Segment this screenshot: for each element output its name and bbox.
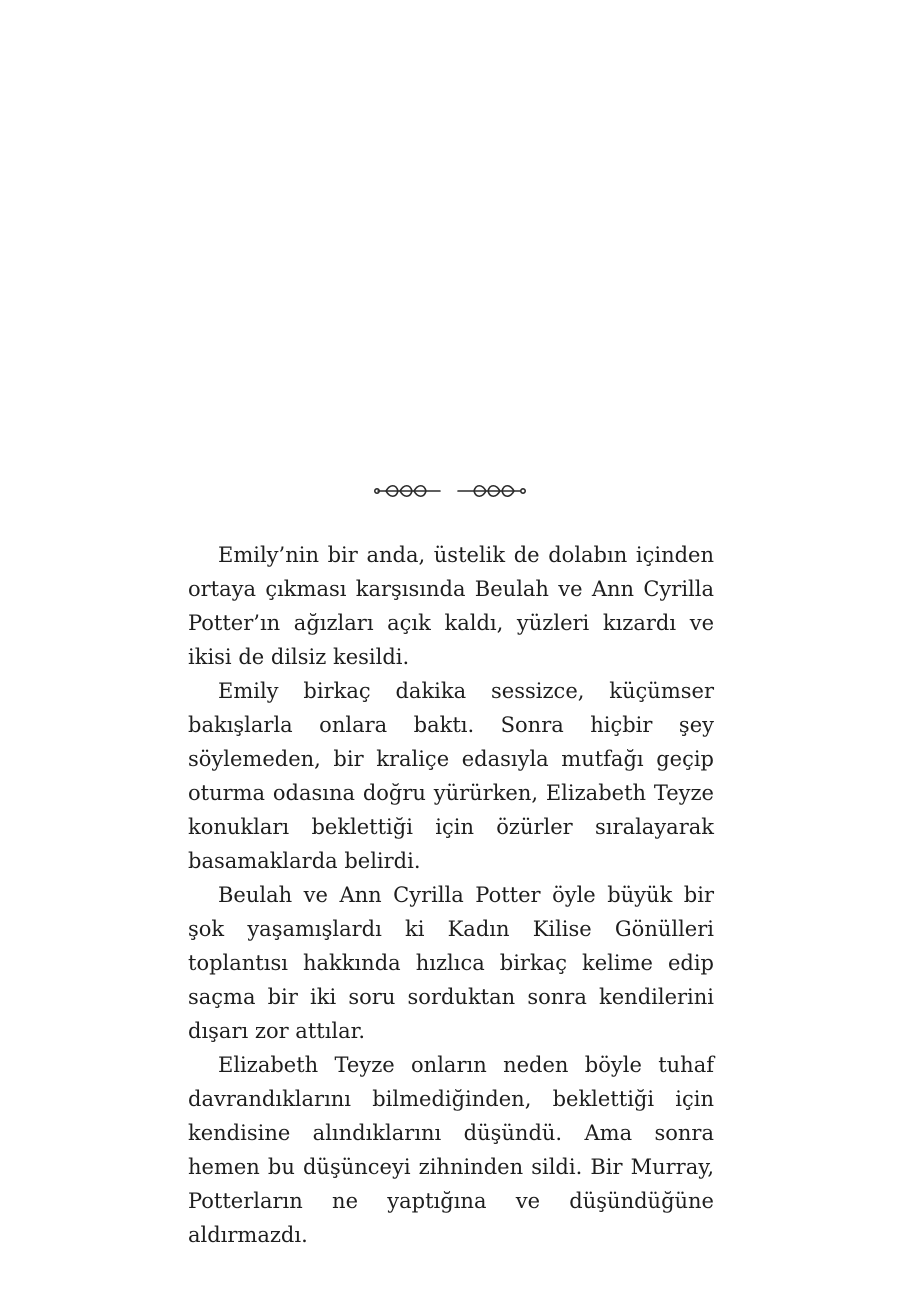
laurel-branch-divider-icon (370, 474, 530, 506)
paragraph-1: Emily’nin bir anda, üstelik de dolabın içinden ortaya çıkması karşısında Beulah ve Ann Cyrilla Potter’ın ağızları açık kaldı, yüzleri kızardı ve ikisi de dilsiz kesildi. (188, 543, 714, 669)
paragraph-2: Emily birkaç dakika sessizce, küçümser bakışlarla onlara baktı. Sonra hiçbir şey söylemeden, bir kraliçe edasıyla mutfağı geçip oturma odasına doğru yürürken, Elizabeth Teyze konukları beklettiği için özürler sıralayarak basamaklarda belirdi. (188, 679, 714, 873)
paragraph-4: Elizabeth Teyze onların neden böyle tuhaf davrandıklarını bilmediğinden, beklettiği için kendisine alındıklarını düşündü. Ama sonra hemen bu düşünceyi zihninden sildi. Bir Murray, Potterların ne yaptığına ve düşündüğüne aldırmazdı. (188, 1053, 714, 1247)
paragraph-3: Beulah ve Ann Cyrilla Potter öyle büyük bir şok yaşamışlardı ki Kadın Kilise Gönülleri toplantısı hakkında hızlıca birkaç kelime edip saçma bir iki soru sorduktan sonra kendilerini dışarı zor attılar. (188, 883, 714, 1043)
body-text (188, 538, 714, 1252)
